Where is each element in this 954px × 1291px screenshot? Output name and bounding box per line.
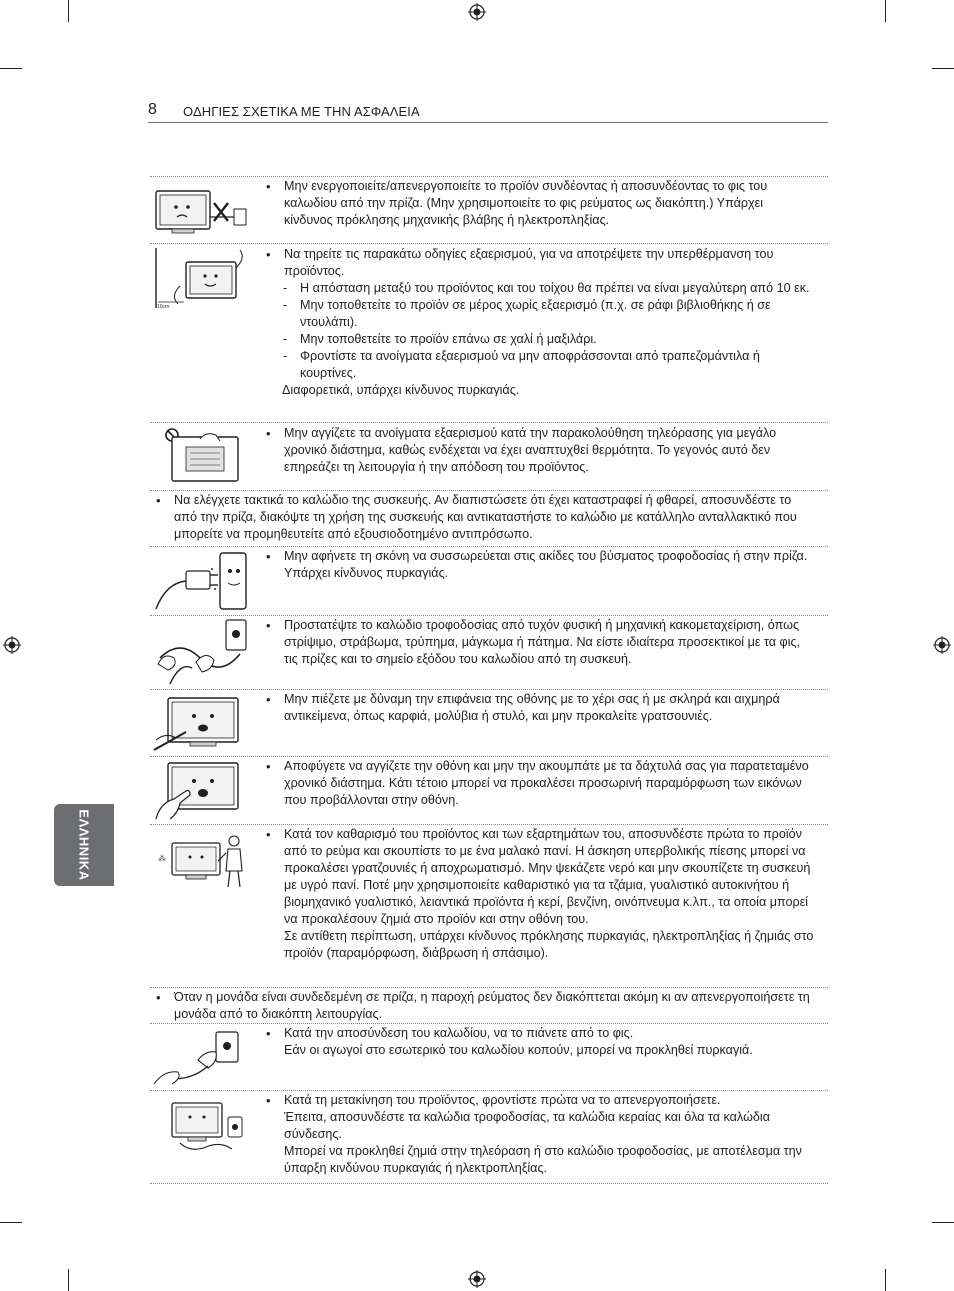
warning-text: Μπορεί να προκληθεί ζημιά στην τηλεόραση ή στο καλώδιο τροφοδοσίας, με αποτέλεσμα την ύπαρξη κινδύνου πυρκαγιάς ή ηλεκτροπληξίας. xyxy=(284,1144,802,1175)
page-number: 8 xyxy=(148,101,157,118)
dash-text: - Μην τοποθετείτε το προϊόν σε μέρος χωρίς εξαερισμό (π.χ. σε ράφι βιβλιοθήκης ή σε ντουλάπι). xyxy=(266,297,814,331)
safety-item xyxy=(150,176,828,243)
safety-item xyxy=(150,689,828,756)
page-title: ΟΔΗΓΙΕΣ ΣΧΕΤΙΚΑ ΜΕ ΤΗΝ ΑΣΦΑΛΕΙΑ xyxy=(183,104,420,119)
bullet-text: • Μην ενεργοποιείτε/απενεργοποιείτε το προϊόν συνδέοντας ή αποσυνδέοντας το φις του καλωδίου από την πρίζα. (Μην χρησιμοποιείτε το φις ρεύματος ως διακόπτη.) Υπάρχει κίνδυνος πρόκλησης μηχανικής βλάβης ή ηλεκτροπληξίας. xyxy=(266,178,814,229)
bullet-text: • Αποφύγετε να αγγίζετε την οθόνη και μην την ακουμπάτε με τα δάχτυλά σας για παρατεταμένο χρονικό διάστημα. Κάτι τέτοιο μπορεί να προκαλέσει προσωρινή παραμόρφωση των εικόνων που προβάλλονται στην οθόνη. xyxy=(266,758,814,809)
language-tab xyxy=(54,804,114,886)
crop-mark xyxy=(0,1222,22,1223)
registration-mark-icon xyxy=(933,636,951,654)
warning-text: Υπάρχει κίνδυνος πυρκαγιάς. xyxy=(284,566,449,580)
bullet-text: • Να τηρείτε τις παρακάτω οδηγίες εξαερισμού, για να αποτρέψετε την υπερθέρμανση του προϊόντος. xyxy=(266,246,814,280)
dash-text: - Φροντίστε τα ανοίγματα εξαερισμού να μην αποφράσσονται από τραπεζομάντιλα ή κουρτίνες. xyxy=(266,348,814,382)
safety-item xyxy=(150,987,828,1023)
instruction-text: Έπειτα, αποσυνδέστε τα καλώδια τροφοδοσίας, τα καλώδια κεραίας και όλα τα καλώδια σύνδεσης. xyxy=(284,1110,770,1141)
bullet-text: • Μην πιέζετε με δύναμη την επιφάνεια της οθόνης με το χέρι σας ή με σκληρά και αιχμηρά αντικείμενα, όπως καρφιά, μολύβια ή στυλό, και μην προκαλείτε γρατσουνιές. xyxy=(266,691,814,725)
moving-tv-illustration-icon xyxy=(150,1097,250,1155)
dusty-plug-illustration-icon xyxy=(150,549,250,613)
no-touch-vents-illustration-icon xyxy=(150,425,250,487)
bullet-text: • Μην αφήνετε τη σκόνη να συσσωρεύεται στις ακίδες του βύσματος τροφοδοσίας ή στην πρίζα. xyxy=(266,548,814,565)
crop-mark xyxy=(932,68,954,69)
language-tab-label: ΕΛΛΗΝΙΚΑ xyxy=(76,809,92,881)
crop-mark xyxy=(68,0,69,22)
dash-text: - Μην τοποθετείτε το προϊόν επάνω σε χαλί ή μαξιλάρι. xyxy=(266,331,814,348)
dash-text: - Η απόσταση μεταξύ του προϊόντος και του τοίχου θα πρέπει να είναι μεγαλύτερη από 10 εκ. xyxy=(266,280,814,297)
safety-item xyxy=(150,1023,828,1090)
warning-text: Διαφορετικά, υπάρχει κίνδυνος πυρκαγιάς. xyxy=(282,383,520,397)
no-finger-touch-illustration-icon xyxy=(150,759,250,821)
bullet-text: • Κατά την αποσύνδεση του καλωδίου, να το πιάνετε από το φις. xyxy=(266,1025,814,1042)
page-header xyxy=(148,101,828,123)
crop-mark xyxy=(0,68,22,69)
safety-item xyxy=(150,824,828,987)
bullet-text: • Μην αγγίζετε τα ανοίγματα εξαερισμού κατά την παρακολούθηση τηλεόρασης για μεγάλο χρονικό διάστημα, καθώς ενδέχεται να έχει αναπτυχθεί θερμότητα. Το γεγονός αυτό δεν επηρεάζει τη λειτουργία ή την απόδοση του προϊόντος. xyxy=(266,425,814,476)
tv-ventilation-illustration-icon xyxy=(150,246,250,312)
warning-text: Εάν οι αγωγοί στο εσωτερικό του καλωδίου κοπούν, μπορεί να προκληθεί πυρκαγιά. xyxy=(284,1043,753,1057)
bullet-text: • Να ελέγχετε τακτικά το καλώδιο της συσκευής. Αν διαπιστώσετε ότι έχει καταστραφεί ή φθαρεί, αποσυνδέστε το από την πρίζα, διακόψτε τη χρήση της συσκευής και αντικαταστήστε το καλώδιο με κατάλληλο ανταλλακτικό που μπορείτε να προμηθευτείτε από εξουσιοδοτημένο αντιπρόσωπο. xyxy=(156,492,816,543)
crop-mark xyxy=(932,1222,954,1223)
bullet-text: • Όταν η μονάδα είναι συνδεδεμένη σε πρίζα, η παροχή ρεύματος δεν διακόπτεται ακόμη κι αν απενεργοποιήσετε τη μονάδα από το διακόπτη λειτουργίας. xyxy=(156,989,816,1023)
registration-mark-icon xyxy=(3,636,21,654)
safety-item xyxy=(150,422,828,490)
registration-mark-icon xyxy=(468,3,486,21)
crop-mark xyxy=(885,0,886,22)
crop-mark xyxy=(885,1269,886,1291)
no-press-screen-illustration-icon xyxy=(150,692,250,754)
warning-text: Σε αντίθετη περίπτωση, υπάρχει κίνδυνος πρόκλησης πυρκαγιάς, ηλεκτροπληξίας ή ζημιάς στο προϊόν (παραμόρφωση, διάβρωση ή σπάσιμο). xyxy=(284,929,814,960)
bullet-text: • Κατά τον καθαρισμό του προϊόντος και των εξαρτημάτων του, αποσυνδέστε πρώτα το προϊόν από το ρεύμα και σκουπίστε το με ένα μαλακό πανί. Η άσκηση υπερβολικής πίεσης μπορεί να προκαλέσει γρατζουνιές ή αποχρωματισμό. Μην ψεκάζετε νερό και μην σκουπίζετε τη συσκευή με υγρό πανί. Ποτέ μην χρησιμοποιείτε καθαριστικό για τα τζάμια, γυαλιστικό αυτοκινήτου ή βιομηχανικό γυαλιστικό, λειαντικά προϊόντα ή κερί, βενζίνη, οινόπνευμα κ.λπ., τα οποία μπορεί να προκαλέσουν ζημιά στο προϊόν και στην οθόνη του. xyxy=(266,826,814,928)
crop-mark xyxy=(68,1269,69,1291)
bullet-text: • Προστατέψτε το καλώδιο τροφοδοσίας από τυχόν φυσική ή μηχανική κακομεταχείριση, όπως στρίψιμο, στράβωμα, τρύπημα, μάγκωμα ή πάτημα. Να είστε ιδιαίτερα προσεκτικοί με τα φις, τις πρίζες και το σημείο εξόδου του καλωδίου από τη συσκευή. xyxy=(266,617,814,668)
unplug-by-plug-illustration-icon xyxy=(150,1026,250,1088)
safety-item xyxy=(150,1090,828,1184)
safety-item xyxy=(150,490,828,546)
cleaning-illustration-icon xyxy=(150,831,250,889)
registration-mark-icon xyxy=(468,1270,486,1288)
cable-handling-illustration-icon xyxy=(150,618,250,686)
spray-symbol: ⁂ xyxy=(158,854,166,863)
safety-item xyxy=(150,243,828,422)
safety-item xyxy=(150,756,828,824)
bullet-text: • Κατά τη μετακίνηση του προϊόντος, φροντίστε πρώτα να το απενεργοποιήσετε. xyxy=(266,1092,814,1109)
safety-item xyxy=(150,615,828,689)
tv-plug-switch-illustration-icon xyxy=(150,183,250,239)
safety-item xyxy=(150,546,828,615)
distance-label: 10cm xyxy=(157,304,170,310)
